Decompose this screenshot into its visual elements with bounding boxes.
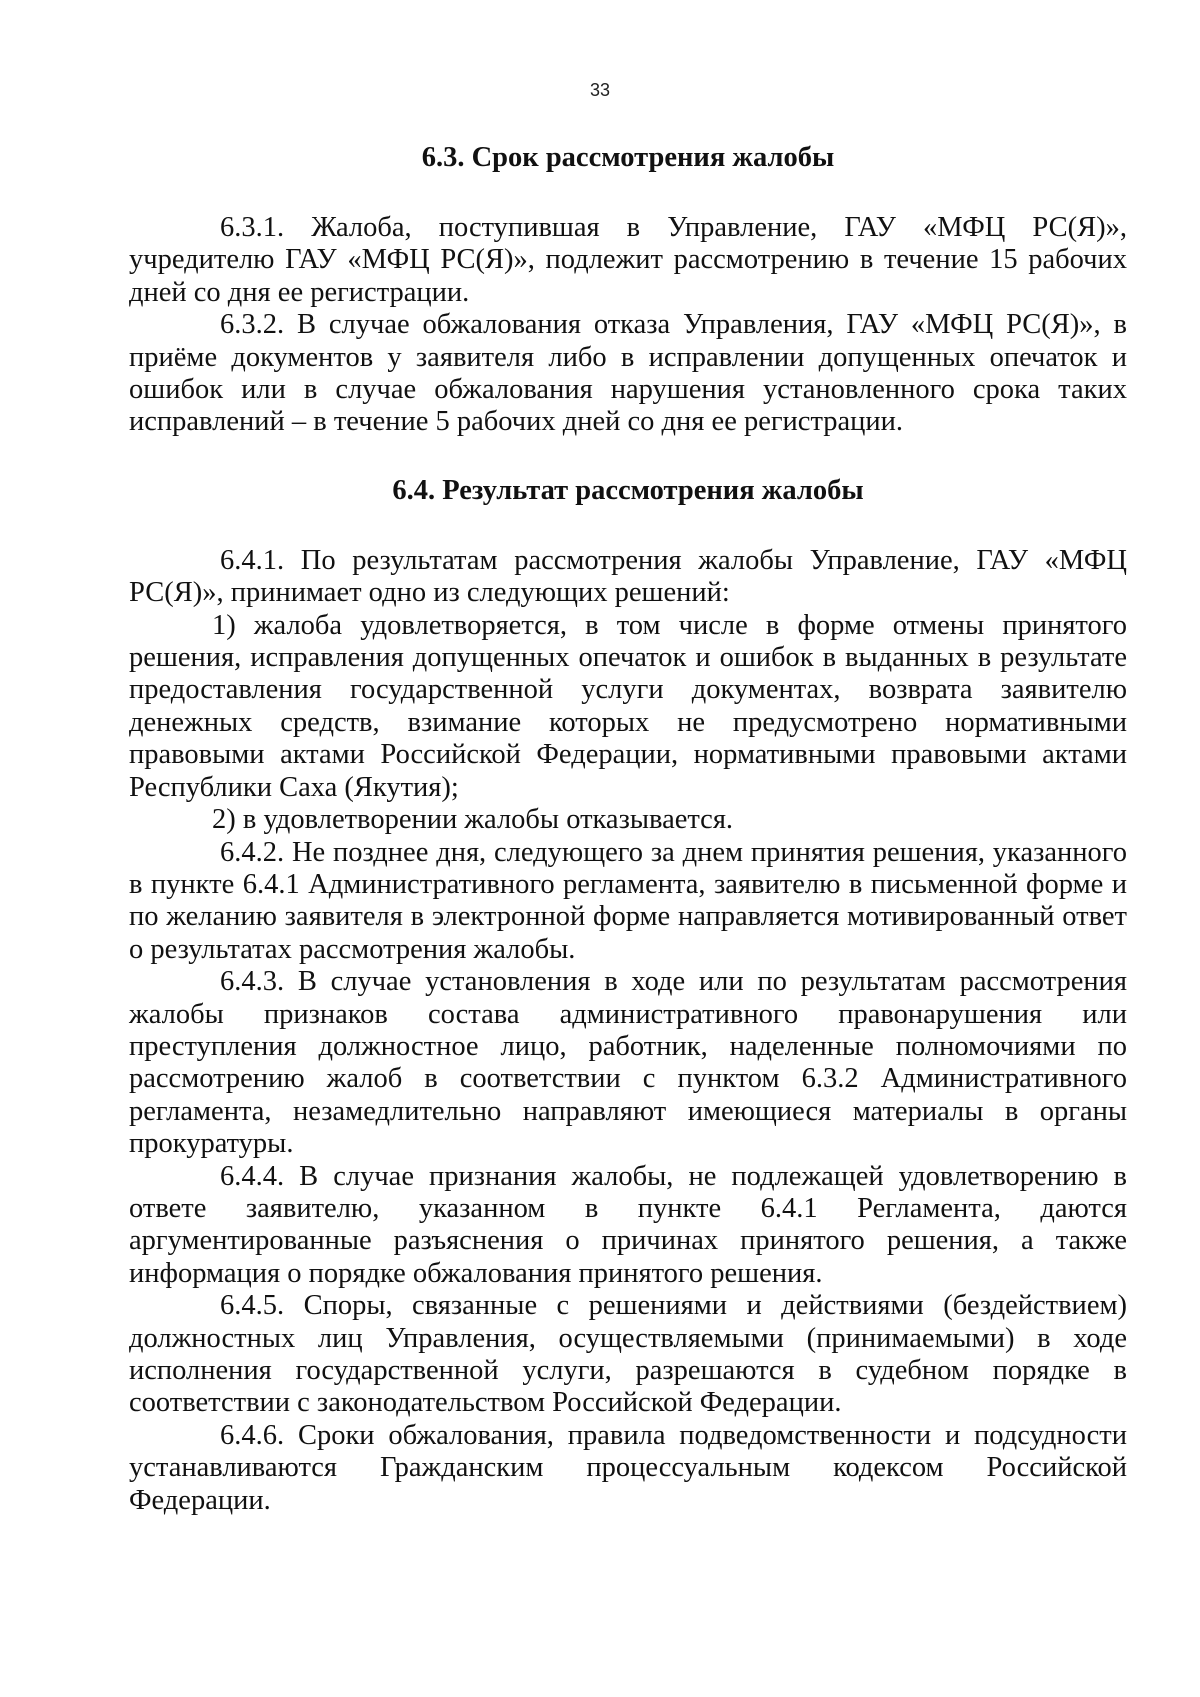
page-number: 33: [589, 80, 611, 100]
paragraph-6-4-4: 6.4.4. В случае признания жалобы, не подлежащей удовлетворению в ответе заявителю, указанном в пункте 6.4.1 Регламента, даются аргументированные разъяснения о причинах принятого решения, а также информация о порядке обжалования принятого решения.: [129, 1160, 1127, 1289]
paragraph-6-4-3: 6.4.3. В случае установления в ходе или по результатам рассмотрения жалобы признаков состава административного правонарушения или преступления должностное лицо, работник, наделенные полномочиями по рассмотрению жалоб в соответствии с пунктом 6.3.2 Административного регламента, незамедлительно направляют имеющиеся материалы в органы прокуратуры.: [129, 966, 1127, 1160]
document-body: [129, 138, 1127, 1517]
list-item-1: 1) жалоба удовлетворяется, в том числе в форме отмены принятого решения, исправления допущенных опечаток и ошибок в выданных в результате предоставления государственной услуги документах, возврата заявителю денежных средств, взимание которых не предусмотрено нормативными правовыми актами Российской Федерации, нормативными правовыми актами Республики Саха (Якутия);: [129, 609, 1127, 803]
paragraph-6-4-1: 6.4.1. По результатам рассмотрения жалобы Управление, ГАУ «МФЦ РС(Я)», принимает одно из следующих решений:: [129, 544, 1127, 609]
paragraph-6-4-5: 6.4.5. Споры, связанные с решениями и действиями (бездействием) должностных лиц Управления, осуществляемыми (принимаемыми) в ходе исполнения государственной услуги, разрешаются в судебном порядке в соответствии с законодательством Российской Федерации.: [129, 1290, 1127, 1419]
paragraph-6-3-1: 6.3.1. Жалоба, поступившая в Управление, ГАУ «МФЦ РС(Я)», учредителю ГАУ «МФЦ РС(Я)», подлежит рассмотрению в течение 15 рабочих дней со дня ее регистрации.: [129, 212, 1127, 308]
paragraph-6-4-2: 6.4.2. Не позднее дня, следующего за днем принятия решения, указанного в пункте 6.4.1 Административного регламента, заявителю в письменной форме и по желанию заявителя в электронной форме направляется мотивированный ответ о результатах рассмотрения жалобы.: [129, 836, 1127, 965]
paragraph-6-4-6: 6.4.6. Сроки обжалования, правила подведомственности и подсудности устанавливаются Гражданским процессуальным кодексом Российской Федерации.: [129, 1419, 1127, 1516]
list-item-2: 2) в удовлетворении жалобы отказывается.: [212, 804, 734, 836]
section-heading-6-3: 6.3. Срок рассмотрения жалобы: [421, 142, 835, 173]
section-heading-6-4: 6.4. Результат рассмотрения жалобы: [392, 474, 864, 506]
paragraph-6-3-2: 6.3.2. В случае обжалования отказа Управления, ГАУ «МФЦ РС(Я)», в приёме документов у заявителя либо в исправлении допущенных опечаток и ошибок или в случае обжалования нарушения установленного срока таких исправлений – в течение 5 рабочих дней со дня ее регистрации.: [129, 309, 1127, 438]
